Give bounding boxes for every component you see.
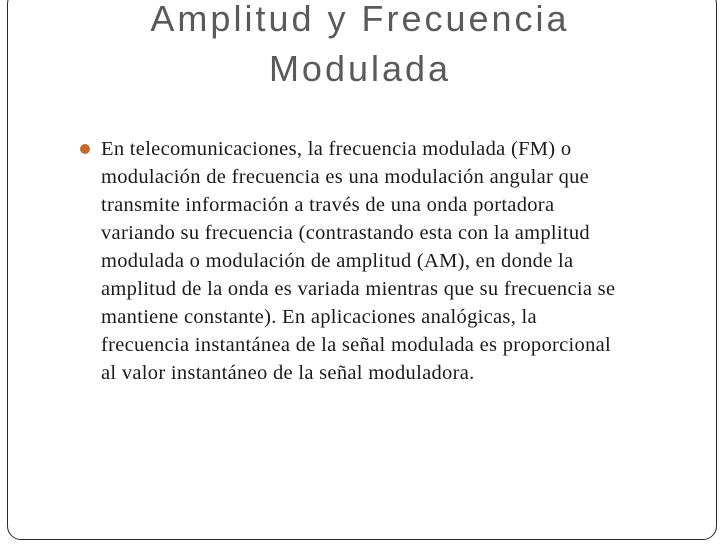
bullet-list: [79, 135, 679, 387]
bullet-text-line: transmite información a través de una onda portadora: [101, 194, 555, 216]
bullet-text-line: modulada o modulación de amplitud (AM), en donde la: [101, 250, 574, 272]
slide-title-line-2: Modulada: [268, 48, 452, 89]
bullet-text-line: mantiene constante). En aplicaciones analógicas, la: [101, 306, 537, 328]
bullet-item: [79, 135, 679, 387]
bullet-text-line: variando su frecuencia (contrastando esta con la amplitud: [101, 222, 590, 244]
bullet-text-line: frecuencia instantánea de la señal modulada es proporcional: [101, 334, 612, 356]
slide-title: [60, 0, 660, 94]
bullet-dot-icon: [80, 144, 90, 154]
bullet-text-line: En telecomunicaciones, la frecuencia modulada (FM) o: [101, 138, 572, 160]
bullet-text-line: al valor instantáneo de la señal moduladora.: [101, 362, 475, 384]
slide-title-line-1: Amplitud y Frecuencia: [150, 0, 570, 39]
bullet-text-line: amplitud de la onda es variada mientras que su frecuencia se: [101, 278, 616, 300]
bullet-text-line: modulación de frecuencia es una modulación angular que: [101, 166, 590, 188]
